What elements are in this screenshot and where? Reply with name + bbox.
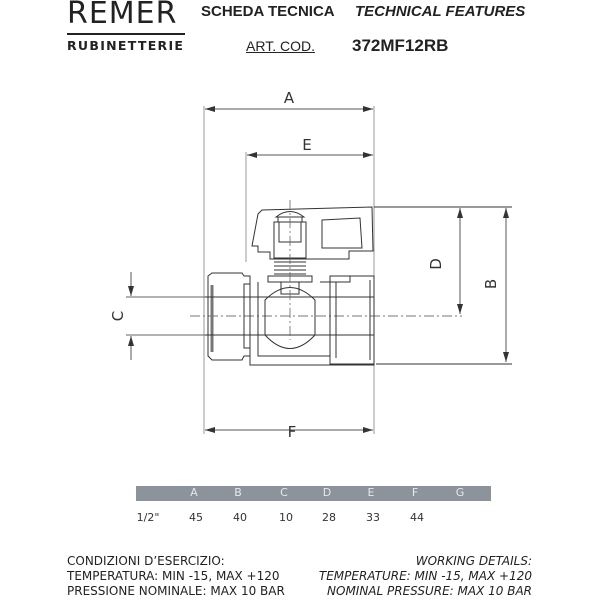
col-b: B — [234, 486, 242, 499]
temperature-en: TEMPERATURE: MIN -15, MAX +120 — [318, 569, 532, 583]
col-g: G — [455, 486, 465, 499]
cell-f: 44 — [410, 511, 424, 524]
dim-label-c: C — [109, 310, 127, 322]
pressure-en: NOMINAL PRESSURE: MAX 10 BAR — [327, 584, 532, 598]
dim-label-f: F — [287, 423, 297, 441]
conditions-title-en: WORKING DETAILS: — [415, 554, 532, 568]
cell-d: 28 — [322, 511, 336, 524]
temperature-it: TEMPERATURA: MIN -15, MAX +120 — [67, 569, 280, 583]
col-c: C — [280, 486, 288, 499]
dim-label-e: E — [302, 136, 312, 154]
brand-subtitle: RUBINETTERIE — [67, 38, 185, 53]
dim-label-a: A — [283, 89, 295, 107]
pressure-it: PRESSIONE NOMINALE: MAX 10 BAR — [67, 584, 285, 598]
col-a: A — [190, 486, 198, 499]
col-d: D — [322, 486, 332, 499]
cell-e: 33 — [366, 511, 380, 524]
art-code-value: 372MF12RB — [352, 36, 449, 55]
working-conditions-english — [319, 554, 532, 599]
dim-label-b: B — [482, 278, 500, 290]
title-italian: SCHEDA TECNICA — [201, 3, 335, 20]
logo-divider — [67, 33, 185, 35]
working-conditions-italian — [67, 554, 285, 599]
valve-technical-drawing — [0, 80, 600, 480]
cell-c: 10 — [279, 511, 293, 524]
dimension-table-header — [136, 486, 491, 501]
table-row — [136, 511, 491, 527]
cell-a: 45 — [189, 511, 203, 524]
title-english: TECHNICAL FEATURES — [355, 3, 526, 20]
dim-label-d: D — [427, 258, 445, 270]
col-e: E — [367, 486, 375, 499]
cell-size: 1/2" — [136, 511, 160, 524]
col-f: F — [411, 486, 419, 499]
art-code-label: ART. COD. — [246, 38, 315, 54]
brand-logo: REMER — [67, 0, 178, 31]
conditions-title-it: CONDIZIONI D’ESERCIZIO: — [67, 554, 225, 568]
valve-body — [205, 207, 374, 365]
dimension-labels — [109, 89, 500, 441]
dimension-lines — [126, 106, 512, 434]
cell-b: 40 — [233, 511, 247, 524]
